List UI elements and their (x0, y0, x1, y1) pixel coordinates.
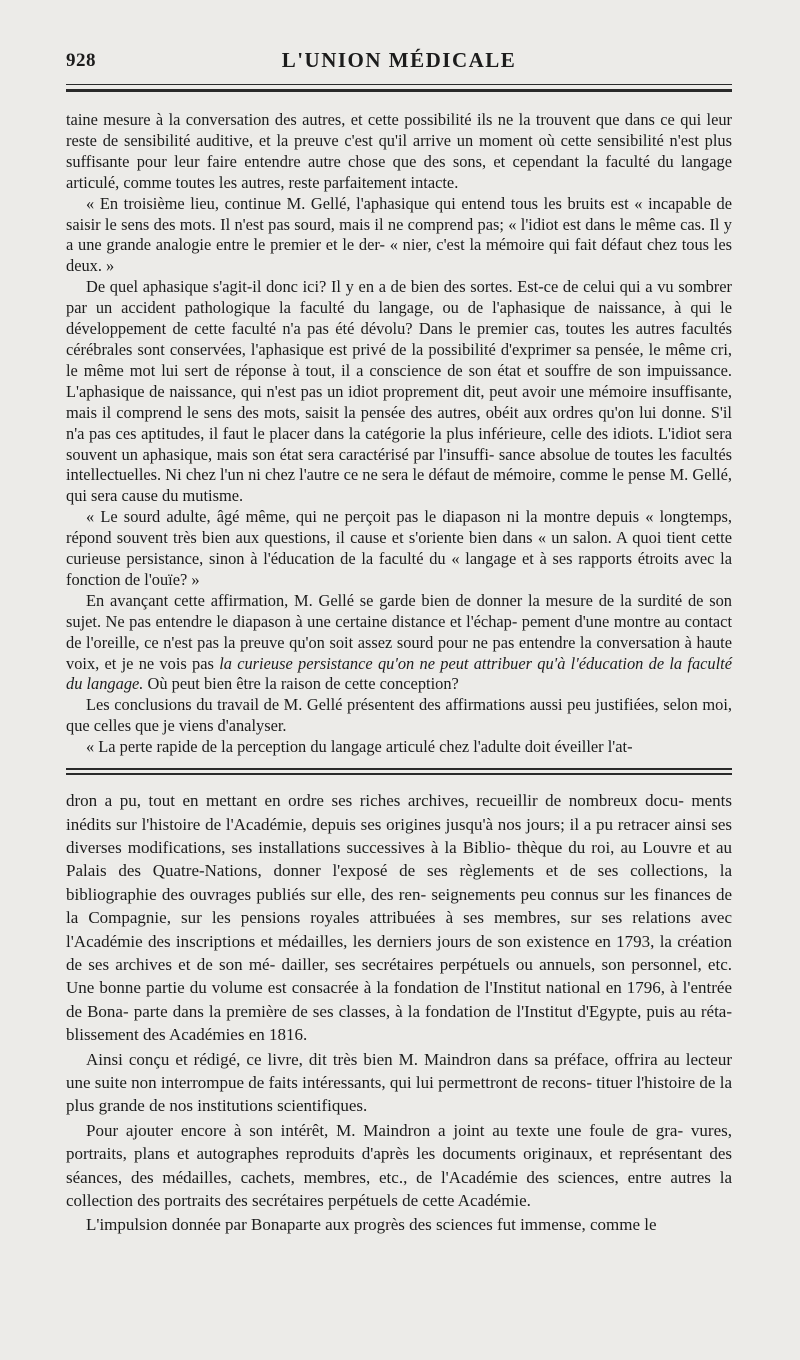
article-paragraph: Les conclusions du travail de M. Gellé présentent des affirmations aussi peu justifiées, selon moi, que celles que je viens d'analyser. (66, 695, 732, 736)
italic-quotation: la curieuse persistance qu'on ne peut attribuer qu'à l'éducation de la faculté du langage. (66, 653, 732, 694)
page-header (66, 44, 732, 84)
article-quote: « En troisième lieu, continue M. Gellé, l'aphasique qui entend tous les bruits est « incapable de saisir le sens des mots. Il n'est pas sourd, mais il ne comprend pas; « l'idiot est dans le même cas. Il y a une grande analogie entre le premier et le der- « nier, c'est la mémoire qui fait défaut chez tous les deux. » (66, 193, 732, 276)
feuilleton-body (66, 789, 732, 1237)
separator-rule (66, 768, 732, 770)
article-quote: « La perte rapide de la perception du langage articulé chez l'adulte doit éveiller l'at- (86, 737, 633, 757)
feuilleton-paragraph: L'impulsion donnée par Bonaparte aux progrès des sciences fut immense, comme le (86, 1215, 657, 1235)
separator-rule (66, 773, 732, 775)
page-number: 928 (66, 50, 96, 71)
running-title: L'UNION MÉDICALE (281, 48, 517, 72)
article-quote: « Le sourd adulte, âgé même, qui ne perçoit pas le diapason ni la montre depuis « longtemps, répond souvent très bien aux questions, il cause et s'oriente bien dans « un salon. A quoi tient cette curieuse persistance, sinon à l'éducation de la faculté du « langage et à ses rapports étroits avec la fonction de l'ouïe? » (66, 507, 732, 589)
header-rule-thick (66, 89, 732, 92)
feuilleton-paragraph: Pour ajouter encore à son intérêt, M. Maindron a joint au texte une foule de gra- vures, portraits, plans et autographes reproduits d'après les documents originaux, et représentant des séances, des médailles, cachets, membres, etc., de l'Académie des sciences, entre autres la collection des portraits des secrétaires perpétuels de cette Académie. (66, 1120, 732, 1210)
header-rule-thin (66, 84, 732, 85)
article-paragraph: De quel aphasique s'agit-il donc ici? Il y en a de bien des sortes. Est-ce de celui qui a vu sombrer par un accident pathologique la faculté du langage, ou de l'aphasique de naissance, à qui le développement de cette faculté n'a pas été dévolu? Dans le premier cas, toutes les autres facultés cérébrales sont conservées, l'aphasique est privé de la possibilité d'exprimer sa pensée, le même cri, le même mot lui sert de réponse à tout, il a conscience de son état et souffre de son impuissance. L'aphasique de naissance, qui n'est pas un idiot proprement dit, peut avoir une mémoire insuffisante, mais il comprend le sens des mots, saisit la pensée des autres, obéit aux ordres qu'on lui donne. S'il n'a pas ces aptitudes, il faut le placer dans la catégorie la plus inférieure, celle des idiots. L'idiot sera souvent un aphasique, mais son état sera caractérisé par l'insuffi- sance absolue de toutes les facultés intellectuelles. Ni chez l'un ni chez l'autre ce ne sera le défaut de mémoire, comme le pense M. Gellé, qui sera cause du mutisme. (66, 277, 732, 506)
article-paragraph: taine mesure à la conversation des autres, et cette possibilité ils ne la trouvent que dans ce qui leur reste de sensibilité auditive, et la preuve c'est qu'il arrive un moment où cette sensibilité n'est plus suffisante pour leur faire entendre autre chose que des sons, et cependant la faculté du langage articulé, comme toutes les autres, reste parfaitement intacte. (66, 110, 732, 192)
feuilleton-separator (66, 768, 732, 775)
paragraph-text: Où peut bien être la raison de cette conception? (143, 674, 459, 694)
feuilleton-paragraph: Ainsi conçu et rédigé, ce livre, dit très bien M. Maindron dans sa préface, offrira au lecteur une suite non interrompue de faits intéressants, qui lui permettront de recons- tituer l'histoire de la plus grande de nos institutions scientifiques. (66, 1049, 732, 1116)
paragraph-text: En avançant cette affirmation, M. Gellé se garde bien de donner la mesure de la surdité de son sujet. Ne pas entendre le diapason à une certaine distance et l'échap- pement d'une montre au contact de l'oreille, ce n'est pas la preuve qu'on soit assez sourd pour ne pas entendre la conversation à haute voix, et je ne vois pas (66, 590, 732, 673)
article-body (66, 110, 732, 758)
feuilleton-paragraph: dron a pu, tout en mettant en ordre ses riches archives, recueillir de nombreux docu- ments inédits sur l'histoire de l'Académie, depuis ses origines jusqu'à nos jours; il a pu retracer ainsi ses diverses modifications, ses installations successives à la Biblio- thèque du roi, au Louvre et au Palais des Quatre-Nations, donner l'exposé de ses règlements et de ses collections, la bibliographie des ouvrages publiés sur elle, des ren- seignements peu connus sur les finances de la Compagnie, sur les pensions royales attribuées à ses membres, sur ses relations avec l'Académie des inscriptions et médailles, les derniers jours de son existence en 1793, la création de ses archives et de son mé- dailler, ses secrétaires perpétuels ou annuels, son personnel, etc. Une bonne partie du volume est consacrée à la fondation de l'Institut national en 1796, à l'entrée de Bona- parte dans la première de ses classes, à la fondation de l'Institut d'Egypte, puis au réta- blissement des Académies en 1816. (66, 791, 732, 1045)
article-paragraph (66, 591, 732, 696)
